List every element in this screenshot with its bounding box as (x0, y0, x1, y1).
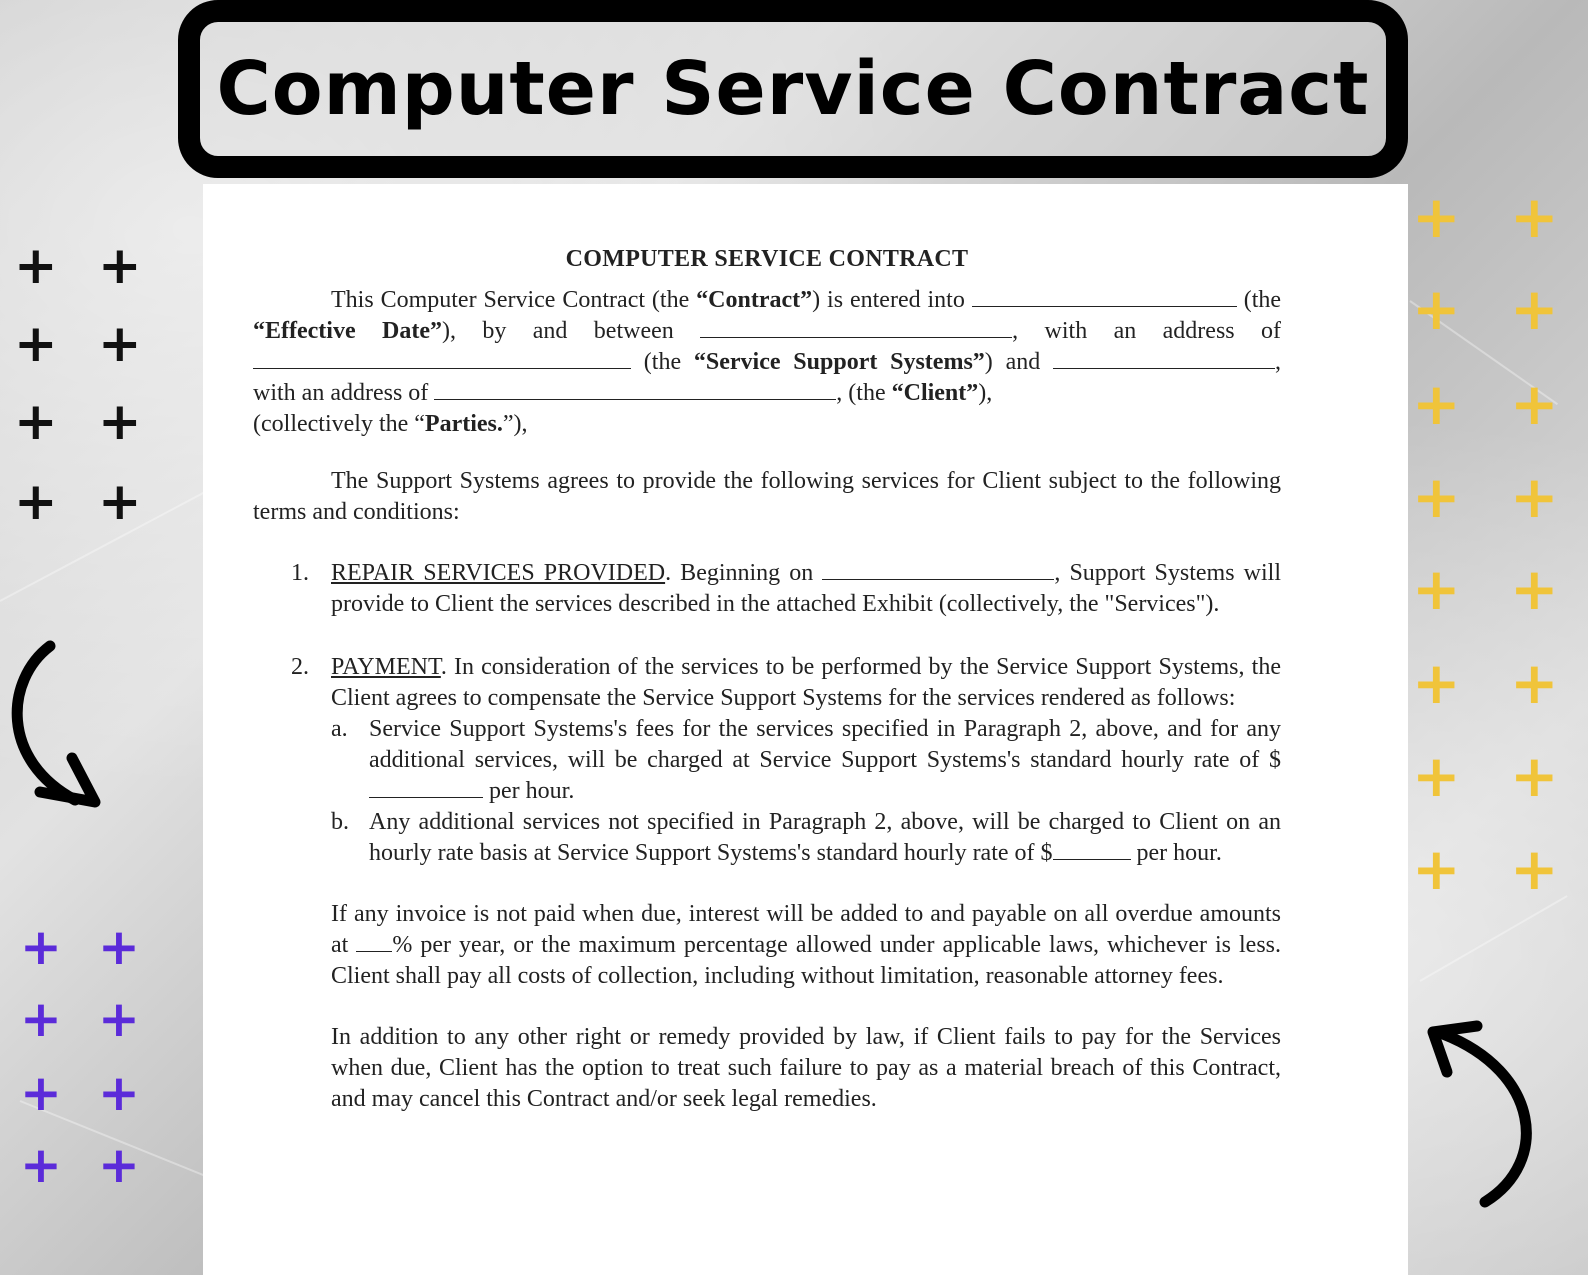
provider-name-blank (700, 317, 1012, 338)
section-number: 2. (291, 654, 309, 680)
intro-text: (the (1236, 287, 1282, 313)
services-paragraph: The Support Systems agrees to provide the following services for Client subject to the following terms and conditions: (253, 468, 1281, 525)
subitem-body (369, 714, 1281, 807)
contract-page (203, 184, 1408, 1275)
plus-icon: + (1510, 275, 1559, 343)
intro-text: ) is entered into (812, 287, 965, 313)
plus-icon: + (14, 392, 58, 452)
section-body (331, 652, 1281, 714)
subitem-text: Any additional services not specified in Paragraph 2, above, will be charged to Client on an hourly rate basis at Service Support Systems's standard hourly rate of $ (369, 809, 1281, 866)
payment-subitem-a (331, 714, 1281, 807)
hourly-rate-blank (369, 777, 483, 798)
intro-paragraph (253, 285, 1281, 440)
paragraph-text: % per year, or the maximum percentage allowed under applicable laws, whichever is less. Client shall pay all costs of collection, including without limitation, reasonable attorney fees. (331, 932, 1281, 989)
effective-date-blank (972, 286, 1237, 307)
interest-paragraph (331, 899, 1281, 992)
intro-text: , (the (836, 380, 892, 406)
section-body (331, 558, 1281, 620)
plus-icon: + (1510, 555, 1559, 623)
section-title: REPAIR SERVICES PROVIDED (331, 560, 666, 586)
intro-text: , with an address of (1012, 318, 1282, 344)
plus-icon: + (1412, 183, 1461, 251)
section-payment (291, 652, 1281, 714)
plus-icon: + (1412, 370, 1461, 438)
plus-icon: + (1510, 370, 1559, 438)
contract-term: “Contract” (696, 287, 813, 313)
plus-icon: + (1412, 463, 1461, 531)
paper-crease (1420, 895, 1568, 982)
plus-icon: + (1412, 742, 1461, 810)
plus-icon: + (20, 918, 62, 976)
plus-icon: + (14, 236, 58, 296)
intro-text: ), by and between (441, 318, 701, 344)
paragraph-text: If any invoice is not paid when due, interest will be added to and payable on all overdue amounts at (331, 901, 1281, 958)
intro-text: (the (631, 349, 694, 375)
provider-address-blank (253, 348, 631, 369)
start-date-blank (822, 559, 1054, 580)
curved-arrow-down-icon (0, 640, 110, 820)
provider-term: “Service Support Systems” (693, 349, 985, 375)
plus-icon: + (1412, 649, 1461, 717)
plus-icon: + (1412, 555, 1461, 623)
plus-icon: + (98, 236, 142, 296)
plus-icon: + (98, 918, 140, 976)
subitem-label: b. (331, 809, 349, 835)
parties-term: Parties. (424, 411, 503, 437)
plus-icon: + (20, 1064, 62, 1122)
plus-icon: + (1510, 649, 1559, 717)
plus-icon: + (98, 1064, 140, 1122)
section-text: , Support Systems will provide to Client the services described in the attached Exhibit (collectively, the "Services"). (331, 560, 1281, 617)
plus-icon: + (1510, 183, 1559, 251)
plus-icon: + (1510, 742, 1559, 810)
section-title: PAYMENT (331, 654, 441, 680)
plus-icon: + (20, 1136, 62, 1194)
client-term: “Client” (891, 380, 979, 406)
plus-icon: + (98, 392, 142, 452)
subitem-label: a. (331, 716, 348, 742)
intro-text: ), (978, 380, 993, 406)
subitem-text: per hour. (1130, 840, 1222, 866)
intro-text: ”), (502, 411, 528, 437)
banner-title: Computer Service Contract (216, 46, 1370, 132)
plus-icon: + (98, 1136, 140, 1194)
plus-icon: + (98, 314, 142, 374)
subitem-body (369, 807, 1281, 869)
payment-subitem-b (331, 807, 1281, 869)
client-name-blank (1053, 348, 1275, 369)
plus-icon: + (14, 314, 58, 374)
intro-text: , with an address of (253, 349, 1282, 406)
curved-arrow-up-icon (1415, 1012, 1545, 1212)
plus-icon: + (98, 472, 142, 532)
effective-date-term: “Effective Date” (253, 318, 442, 344)
plus-icon: + (1510, 835, 1559, 903)
plus-icon: + (20, 990, 62, 1048)
interest-rate-blank (356, 931, 392, 952)
contract-body (253, 244, 1281, 1115)
section-repair-services (291, 558, 1281, 620)
section-text: . Beginning on (665, 560, 823, 586)
section-text: . In consideration of the services to be performed by the Service Support Systems, the Client agrees to compensate the Service Support Systems for the services rendered as follows: (331, 654, 1281, 711)
contract-heading: COMPUTER SERVICE CONTRACT (565, 246, 969, 272)
plus-icon: + (14, 472, 58, 532)
client-address-blank (434, 379, 836, 400)
subitem-text: per hour. (483, 778, 575, 804)
intro-text: ) and (984, 349, 1054, 375)
title-banner (178, 0, 1408, 178)
intro-text: (collectively the “ (253, 411, 425, 437)
remedy-paragraph: In addition to any other right or remedy provided by law, if Client fails to pay for the Services when due, Client has the option to treat such failure to pay as a material breach of this Contract, and may cancel this Contract and/or seek legal remedies. (331, 1024, 1281, 1112)
additional-rate-blank (1053, 839, 1131, 860)
plus-icon: + (1412, 275, 1461, 343)
plus-icon: + (1412, 835, 1461, 903)
intro-text: This Computer Service Contract (the (331, 287, 697, 313)
plus-icon: + (1510, 463, 1559, 531)
section-number: 1. (291, 560, 309, 586)
plus-icon: + (98, 990, 140, 1048)
subitem-text: Service Support Systems's fees for the services specified in Paragraph 2, above, and for any additional services, will be charged at Service Support Systems's standard hourly rate of $ (369, 716, 1281, 773)
